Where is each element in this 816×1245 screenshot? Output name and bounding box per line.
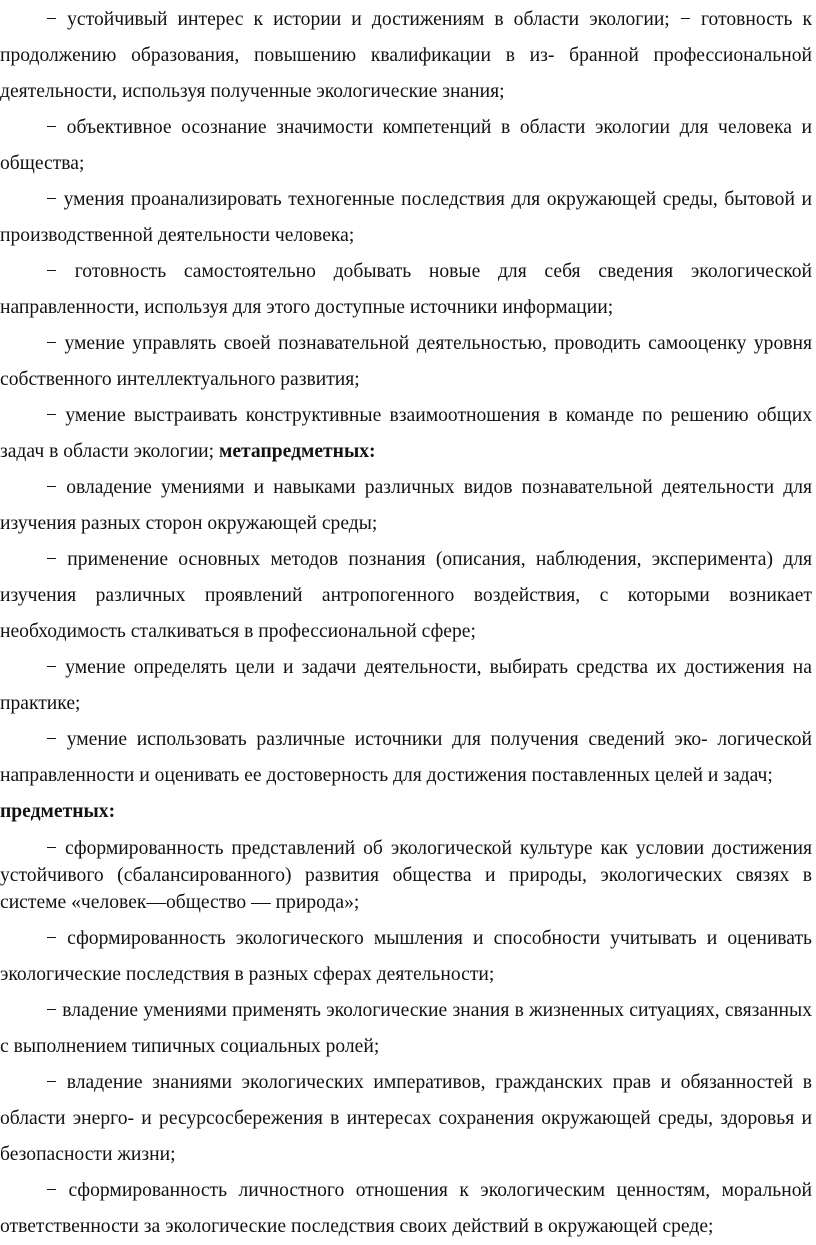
paragraph-text: − устойчивый интерес к истории и достижениям в области экологии; − готовность к продолжению образования, повышению квалификации в из- бранной профессиональной деятельности, используя полученные экологические знания; [0, 9, 812, 102]
paragraph-ecological-culture [0, 835, 812, 916]
paragraph-technogenic [0, 182, 812, 254]
paragraph-ecological-thinking [0, 921, 812, 993]
paragraph-text: − сформированность представлений об экологической культуре как условии достижения устойчивого (сбалансированного) развития общества и природы, экологических связях в системе «человек—общество — природа»; [0, 838, 812, 913]
paragraph-text: − умение управлять своей познавательной деятельностью, проводить самооценку уровня собственного интеллектуального развития; [0, 333, 812, 390]
paragraph-text: − сформированность личностного отношения к экологическим ценностям, моральной ответственности за экологические последствия своих действий в окружающей среде; [0, 1180, 812, 1237]
paragraph-cognitive-skills [0, 470, 812, 542]
paragraph-goals [0, 650, 812, 722]
paragraph-teamwork [0, 398, 812, 470]
paragraph-text: − умение определять цели и задачи деятельности, выбирать средства их достижения на практике; [0, 657, 812, 714]
paragraph-text: − умение выстраивать конструктивные взаимоотношения в команде по решению общих задач в области экологии; [0, 405, 812, 462]
paragraph-text: − умение использовать различные источники для получения сведений эко- логической направленности и оценивать ее достоверность для достижения поставленных целей и задач; [0, 729, 812, 786]
document-page [0, 2, 812, 1245]
paragraph-applying-knowledge [0, 993, 812, 1065]
paragraph-text: − владение знаниями экологических императивов, гражданских прав и обязанностей в области энерго- и ресурсосбережения в интересах сохранения окружающей среды, здоровья и безопасности жизни; [0, 1072, 812, 1165]
paragraph-personal-attitude [0, 1173, 812, 1245]
paragraph-sources [0, 722, 812, 794]
paragraph-text: − сформированность экологического мышления и способности учитывать и оценивать экологические последствия в разных сферах деятельности; [0, 928, 812, 985]
section-heading-subject [0, 794, 812, 830]
heading-text: предметных: [0, 801, 116, 822]
paragraph-text: − готовность самостоятельно добывать новые для себя сведения экологической направленности, используя для этого доступные источники информации; [0, 261, 812, 318]
paragraph-competence [0, 110, 812, 182]
paragraph-text: − объективное осознание значимости компетенций в области экологии для человека и общества; [0, 117, 812, 174]
paragraph-self-management [0, 326, 812, 398]
section-heading-metasubject: метапредметных: [219, 441, 376, 462]
paragraph-methods [0, 542, 812, 650]
paragraph-readiness [0, 254, 812, 326]
paragraph-text: − применение основных методов познания (описания, наблюдения, эксперимента) для изучения различных проявлений антропогенного воздействия, с которыми возникает необходимость сталкиваться в профессиональной сфере; [0, 549, 812, 642]
paragraph-imperatives [0, 1065, 812, 1173]
paragraph-interest [0, 2, 812, 110]
paragraph-text: − овладение умениями и навыками различных видов познавательной деятельности для изучения разных сторон окружающей среды; [0, 477, 812, 534]
paragraph-text: − умения проанализировать техногенные последствия для окружающей среды, бытовой и производственной деятельности человека; [0, 189, 812, 246]
paragraph-text: − владение умениями применять экологические знания в жизненных ситуациях, связанных с выполнением типичных социальных ролей; [0, 1000, 812, 1057]
